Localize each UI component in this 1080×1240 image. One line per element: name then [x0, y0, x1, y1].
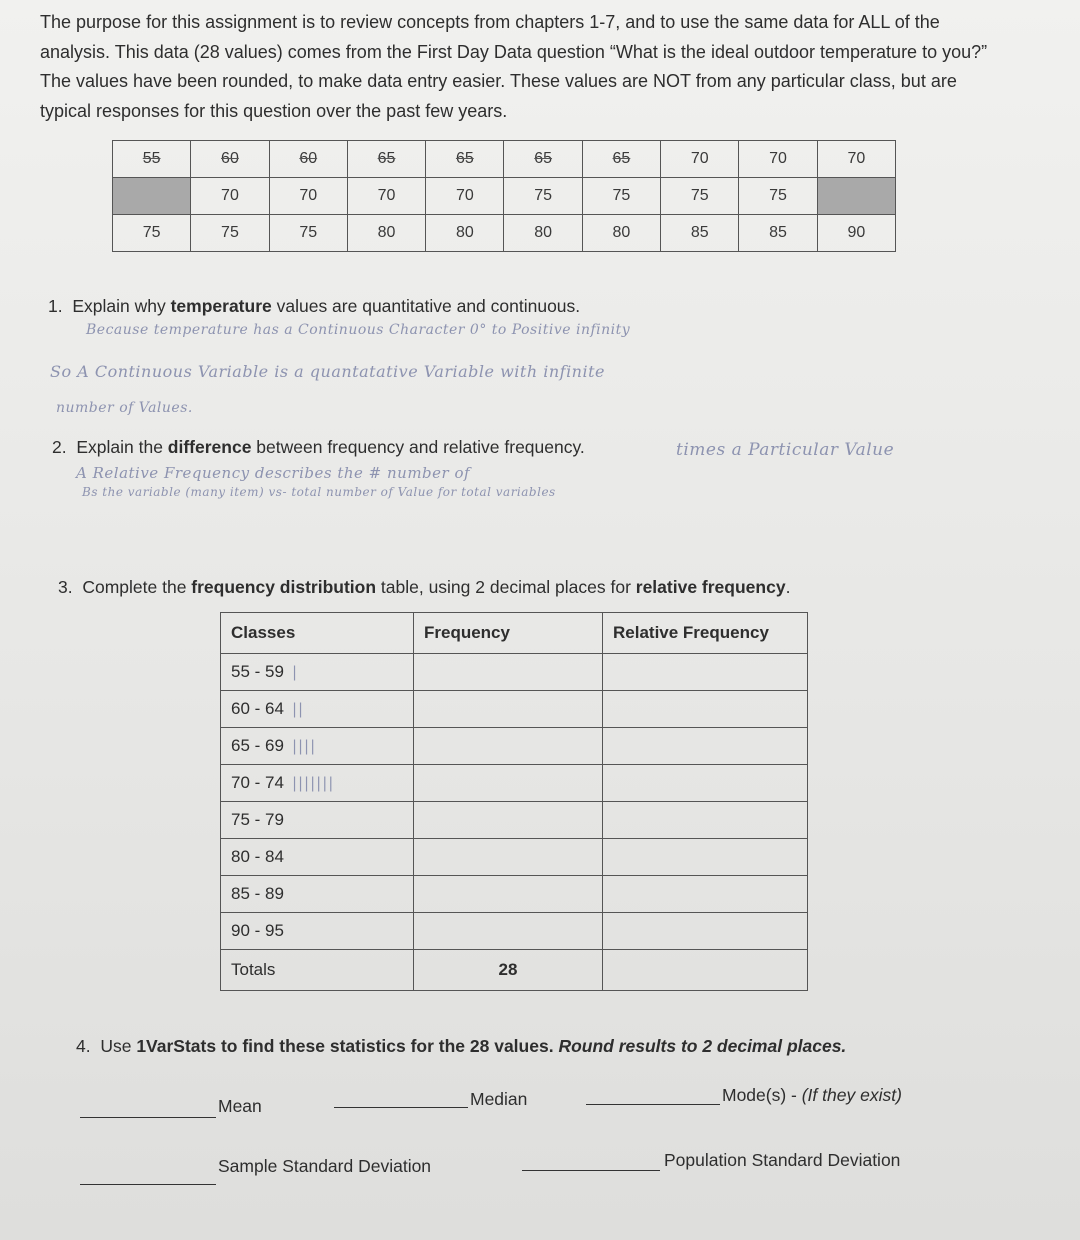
question-number: 2.: [52, 437, 67, 457]
mode-label-note: (If they exist): [801, 1085, 902, 1105]
data-cell: 70: [661, 141, 739, 178]
handwritten-answer: Bs the variable (many item) vs- total number of Value for total variables: [82, 485, 556, 499]
class-label: 55 - 59: [231, 662, 284, 681]
question-text: Explain why: [72, 296, 171, 316]
data-cell: 80: [347, 215, 425, 252]
question-1: [48, 296, 580, 317]
column-header: Frequency: [414, 613, 603, 654]
relative-frequency-cell[interactable]: [603, 691, 808, 728]
question-2: [52, 437, 585, 458]
table-header-row: [221, 613, 808, 654]
sample-sd-answer-line[interactable]: [80, 1184, 216, 1185]
relative-frequency-cell[interactable]: [603, 876, 808, 913]
table-row: [221, 654, 808, 691]
class-cell: [221, 691, 414, 728]
table-row: [221, 876, 808, 913]
data-values-table: [112, 140, 896, 252]
question-text: table, using 2 decimal places for: [376, 577, 636, 597]
mean-label: Mean: [218, 1096, 262, 1116]
data-cell: 65: [426, 141, 504, 178]
intro-paragraph: The purpose for this assignment is to review concepts from chapters 1-7, and to use the same data for ALL of the analysis. This data (28 values) comes from the First Day Data question “What is the ideal outdoor temperature to you?” The values have been rounded, to make data entry easier. These values are NOT from any particular class, but are typical responses for this question over the past few years.: [40, 12, 988, 121]
data-cell: 80: [504, 215, 582, 252]
frequency-cell[interactable]: [414, 765, 603, 802]
table-row: [113, 178, 896, 215]
population-standard-deviation-label: Population Standard Deviation: [664, 1150, 901, 1170]
question-text: to find these statistics for the 28 values.: [216, 1036, 559, 1056]
data-cell: 75: [191, 215, 269, 252]
totals-label: Totals: [221, 950, 414, 991]
population-sd-answer-line[interactable]: [522, 1170, 660, 1171]
relative-frequency-cell[interactable]: [603, 728, 808, 765]
data-cell: 75: [504, 178, 582, 215]
frequency-cell[interactable]: [414, 654, 603, 691]
data-cell: 75: [661, 178, 739, 215]
frequency-cell[interactable]: [414, 913, 603, 950]
question-text: .: [785, 577, 791, 597]
handwritten-answer: Because temperature has a Continuous Character 0° to Positive infinity: [86, 322, 631, 338]
data-cell: 75: [113, 215, 191, 252]
handwritten-answer: So A Continuous Variable is a quantatative Variable with infinite: [50, 362, 605, 381]
class-cell: [221, 876, 414, 913]
median-answer-line[interactable]: [334, 1107, 468, 1108]
data-cell: 80: [426, 215, 504, 252]
table-row: [113, 215, 896, 252]
shaded-cell: [113, 178, 191, 215]
mode-answer-line[interactable]: [586, 1104, 720, 1105]
class-cell: [221, 802, 414, 839]
mean-answer-line[interactable]: [80, 1117, 216, 1118]
question-number: 4.: [76, 1036, 91, 1056]
data-cell: 55: [113, 141, 191, 178]
tally-mark: ||: [291, 700, 305, 718]
class-label: 85 - 89: [231, 884, 284, 903]
data-cell: 65: [582, 141, 660, 178]
column-header: Relative Frequency: [603, 613, 808, 654]
relative-frequency-cell[interactable]: [603, 839, 808, 876]
question-text: Explain the: [76, 437, 168, 457]
relative-frequency-cell[interactable]: [603, 913, 808, 950]
question-number: 3.: [58, 577, 73, 597]
table-row: [113, 141, 896, 178]
data-cell: 75: [269, 215, 347, 252]
class-label: 70 - 74: [231, 773, 284, 792]
question-italic-note: Round results to 2 decimal places.: [558, 1036, 847, 1056]
data-cell: 85: [661, 215, 739, 252]
data-cell: 75: [582, 178, 660, 215]
question-bold-term: difference: [167, 437, 252, 457]
handwritten-answer: number of Values.: [56, 400, 193, 416]
totals-relative-frequency[interactable]: [603, 950, 808, 991]
data-cell: 60: [269, 141, 347, 178]
totals-row: [221, 950, 808, 991]
relative-frequency-cell[interactable]: [603, 802, 808, 839]
class-label: 65 - 69: [231, 736, 284, 755]
table-row: [221, 913, 808, 950]
tally-mark: ||||: [291, 737, 317, 755]
tally-mark: |||||||: [291, 774, 335, 792]
table-row: [221, 728, 808, 765]
frequency-cell[interactable]: [414, 839, 603, 876]
tally-mark: |: [291, 663, 298, 681]
data-cell: 75: [739, 178, 817, 215]
question-4: [76, 1036, 846, 1057]
frequency-cell[interactable]: [414, 691, 603, 728]
frequency-distribution-table: [220, 612, 808, 991]
question-text: between frequency and relative frequency.: [251, 437, 585, 457]
class-cell: [221, 913, 414, 950]
data-cell: 85: [739, 215, 817, 252]
data-cell: 65: [504, 141, 582, 178]
class-label: 75 - 79: [231, 810, 284, 829]
question-3: [58, 577, 790, 598]
question-bold-term: temperature: [170, 296, 272, 316]
class-label: 60 - 64: [231, 699, 284, 718]
question-text: values are quantitative and continuous.: [271, 296, 581, 316]
table-row: [221, 839, 808, 876]
class-cell: [221, 654, 414, 691]
class-cell: [221, 765, 414, 802]
class-label: 90 - 95: [231, 921, 284, 940]
frequency-cell[interactable]: [414, 728, 603, 765]
table-row: [221, 765, 808, 802]
sample-standard-deviation-label: Sample Standard Deviation: [218, 1156, 432, 1176]
column-header: Classes: [221, 613, 414, 654]
data-cell: 60: [191, 141, 269, 178]
data-cell: 70: [347, 178, 425, 215]
handwritten-answer: times a Particular Value: [676, 440, 895, 460]
data-cell: 65: [347, 141, 425, 178]
data-cell: 70: [426, 178, 504, 215]
question-bold-term: relative frequency: [635, 577, 786, 597]
mode-label-text: Mode(s) -: [722, 1085, 802, 1105]
median-label: Median: [470, 1089, 528, 1109]
frequency-cell[interactable]: [414, 802, 603, 839]
class-cell: [221, 728, 414, 765]
data-cell: 70: [269, 178, 347, 215]
totals-frequency: 28: [414, 950, 603, 991]
table-row: [221, 691, 808, 728]
frequency-cell[interactable]: [414, 876, 603, 913]
question-text: Complete the: [82, 577, 192, 597]
mode-label: [722, 1085, 902, 1106]
relative-frequency-cell[interactable]: [603, 654, 808, 691]
data-cell: 70: [817, 141, 895, 178]
handwritten-answer: A Relative Frequency describes the # number of: [76, 464, 471, 482]
data-cell: 70: [739, 141, 817, 178]
data-cell: 90: [817, 215, 895, 252]
question-bold-term: 1VarStats: [136, 1036, 217, 1056]
question-text: Use: [100, 1036, 137, 1056]
shaded-cell: [817, 178, 895, 215]
question-number: 1.: [48, 296, 63, 316]
data-cell: 80: [582, 215, 660, 252]
data-cell: 70: [191, 178, 269, 215]
class-cell: [221, 839, 414, 876]
class-label: 80 - 84: [231, 847, 284, 866]
question-bold-term: frequency distribution: [191, 577, 377, 597]
relative-frequency-cell[interactable]: [603, 765, 808, 802]
table-row: [221, 802, 808, 839]
